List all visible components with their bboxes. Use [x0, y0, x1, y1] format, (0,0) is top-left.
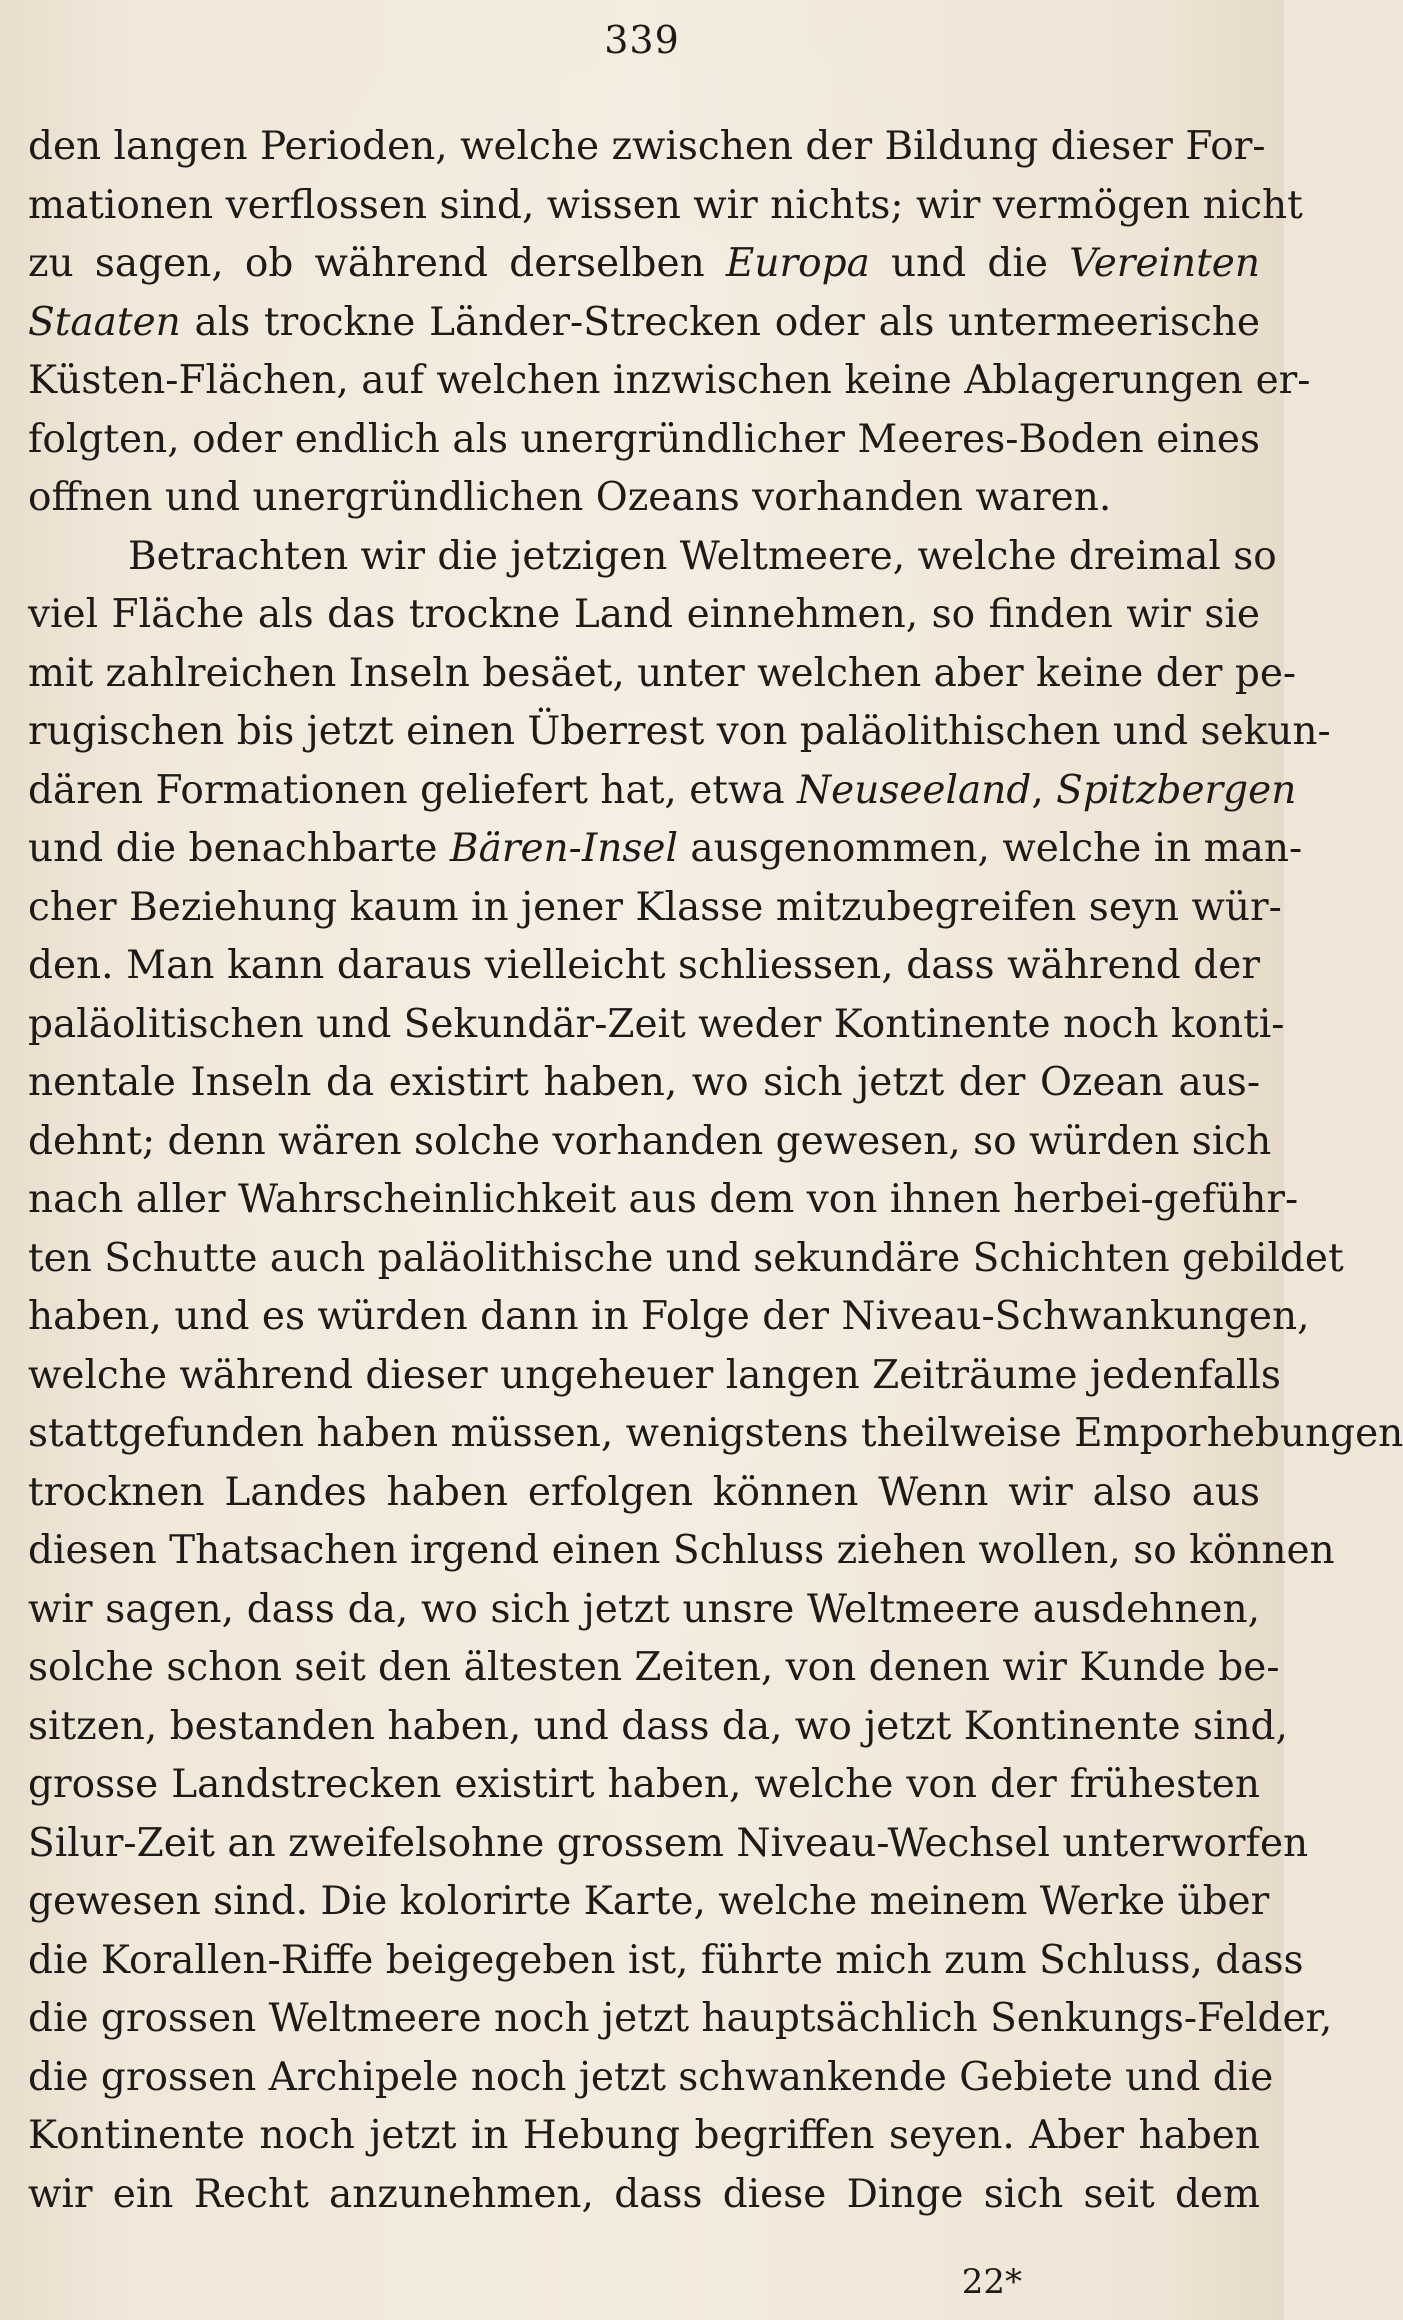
text-line: viel Fläche als das trockne Land einnehmen, so finden wir sie: [28, 592, 1260, 637]
text-line: mationen verflossen sind, wissen wir nichts; wir vermögen nicht: [28, 182, 1303, 228]
text-line: welche während dieser ungeheuer langen Zeiträume jedenfalls: [28, 1352, 1281, 1398]
text-line: Silur-Zeit an zweifelsohne grossem Niveau-Wechsel unterworfen: [28, 1820, 1309, 1866]
text-line: stattgefunden haben müssen, wenigstens theilweise Emporhebungen: [28, 1411, 1403, 1456]
page-number: 339: [604, 18, 680, 62]
italic-term: Spitzbergen: [1056, 767, 1297, 813]
text-line: die Korallen-Riffe beigegeben ist, führte mich zum Schluss, dass: [28, 1937, 1304, 1983]
text-line: Betrachten wir die jetzigen Weltmeere, welche dreimal so: [128, 533, 1277, 579]
text-line: mit zahlreichen Inseln besäet, unter welchen aber keine der pe-: [28, 650, 1297, 696]
italic-term: Europa: [725, 241, 870, 286]
text-line: Kontinente noch jetzt in Hebung begriffen seyen. Aber haben: [28, 2113, 1260, 2158]
text-line: folgten, oder endlich als unergründlicher Meeres-Boden eines: [28, 416, 1260, 462]
text-line: den langen Perioden, welche zwischen der Bildung dieser For-: [28, 124, 1266, 169]
text-line: grosse Landstrecken existirt haben, welche von der frühesten: [28, 1762, 1260, 1807]
text-line: die grossen Weltmeere noch jetzt hauptsächlich Senkungs-Felder,: [28, 1996, 1333, 2041]
italic-term: Bären-Insel: [449, 826, 678, 871]
text-line: cher Beziehung kaum in jener Klasse mitzubegreifen seyn wür-: [28, 884, 1282, 930]
text-line: Küsten-Flächen, auf welchen inzwischen keine Ablagerungen er-: [28, 358, 1311, 403]
text-line: und die benachbarte Bären-Insel ausgenommen, welche in man-: [28, 826, 1303, 871]
text-line: trocknen Landes haben erfolgen können Wenn wir also aus: [28, 1469, 1260, 1515]
text-line: offnen und unergründlichen Ozeans vorhanden waren.: [28, 475, 1112, 520]
text-line: sitzen, bestanden haben, und dass da, wo jetzt Kontinente sind,: [28, 1703, 1288, 1749]
text-line: dehnt; denn wären solche vorhanden gewesen, so würden sich: [28, 1118, 1272, 1164]
text-line: ten Schutte auch paläolithische und sekundäre Schichten gebildet: [28, 1235, 1344, 1281]
text-line: zu sagen, ob während derselben Europa und die Vereinten: [28, 241, 1260, 286]
signature-mark: 22*: [961, 2262, 1022, 2302]
text-line: die grossen Archipele noch jetzt schwankende Gebiete und die: [28, 2054, 1274, 2100]
text-line: rugischen bis jetzt einen Überrest von paläolithischen und sekun-: [28, 709, 1331, 754]
italic-term: Neuseeland: [797, 767, 1032, 813]
italic-term: Staaten: [28, 299, 181, 345]
text-line: haben, und es würden dann in Folge der Niveau-Schwankungen,: [28, 1294, 1310, 1339]
text-line: Staaten als trockne Länder-Strecken oder als untermeerische: [28, 299, 1260, 345]
body-text: [28, 118, 1403, 2224]
italic-term: Vereinten: [1069, 241, 1260, 286]
text-line: gewesen sind. Die kolorirte Karte, welche meinem Werke über: [28, 1879, 1270, 1924]
text-line: diesen Thatsachen irgend einen Schluss ziehen wollen, so können: [28, 1528, 1335, 1573]
text-line: den. Man kann daraus vielleicht schliessen, dass während der: [28, 943, 1260, 988]
text-line: wir sagen, dass da, wo sich jetzt unsre Weltmeere ausdehnen,: [28, 1586, 1260, 1632]
text-line: nentale Inseln da existirt haben, wo sich jetzt der Ozean aus-: [28, 1060, 1260, 1105]
text-line: solche schon seit den ältesten Zeiten, von denen wir Kunde be-: [28, 1645, 1280, 1690]
text-line: wir ein Recht anzunehmen, dass diese Dinge sich seit dem: [28, 2171, 1260, 2217]
text-line: dären Formationen geliefert hat, etwa Neuseeland, Spitzbergen: [28, 767, 1297, 813]
text-line: nach aller Wahrscheinlichkeit aus dem von ihnen herbei-geführ-: [28, 1177, 1299, 1222]
text-line: paläolitischen und Sekundär-Zeit weder Kontinente noch konti-: [28, 1001, 1285, 1047]
